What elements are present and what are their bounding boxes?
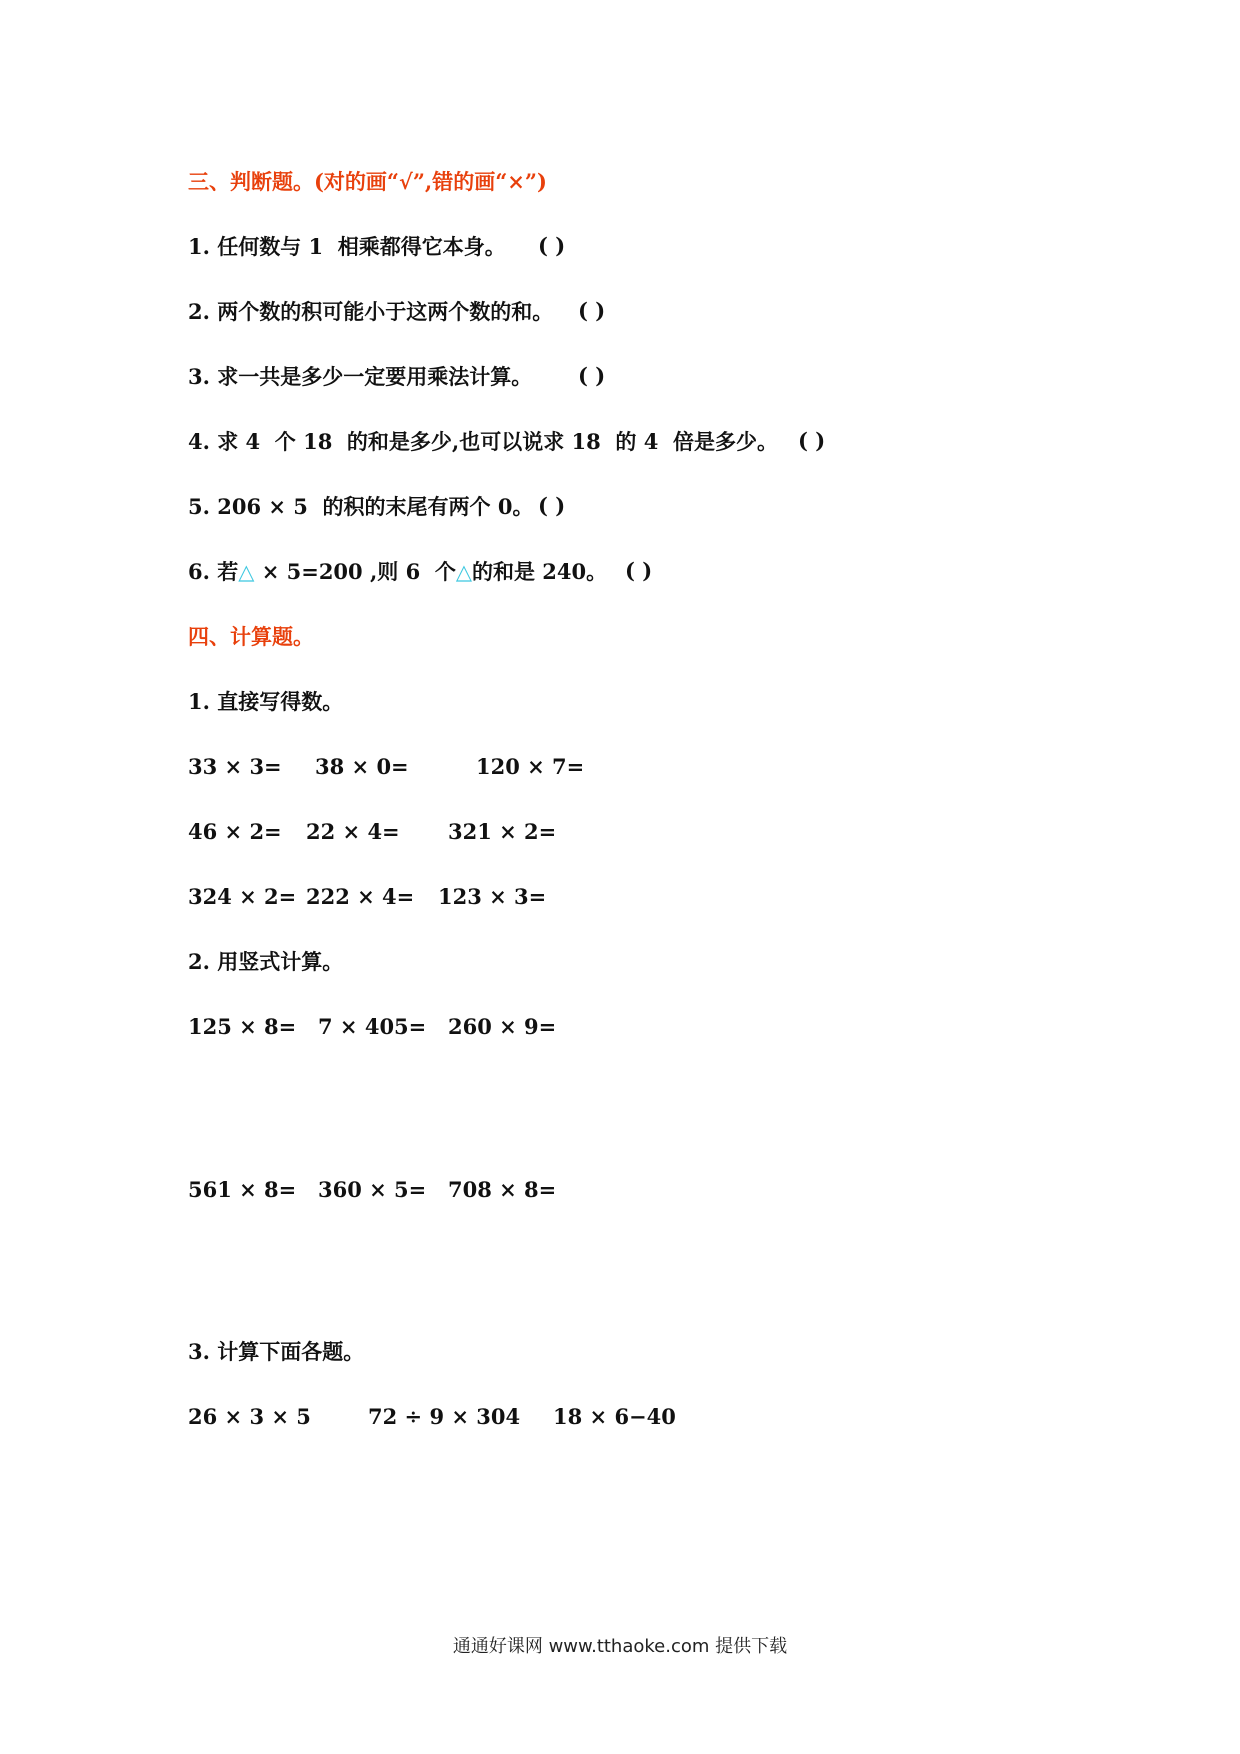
judgment-item-3: 3. 求一共是多少一定要用乘法计算。 bbox=[188, 364, 533, 389]
item-6-middle: × 5=200 ,则 6 个 bbox=[254, 559, 456, 584]
mixed-calc-item: 26 × 3 × 5 bbox=[188, 1404, 311, 1429]
vertical-calc-item: 360 × 5= bbox=[318, 1177, 427, 1202]
oral-calc-item: 33 × 3= bbox=[188, 754, 282, 779]
mixed-calc-item: 18 × 6−40 bbox=[553, 1404, 676, 1429]
q1-title: 1. 直接写得数。 bbox=[188, 689, 344, 714]
triangle-symbol: △ bbox=[455, 560, 472, 584]
oral-calc-item: 123 × 3= bbox=[438, 884, 547, 909]
q2-title: 2. 用竖式计算。 bbox=[188, 949, 344, 974]
judgment-item-4: 4. 求 4 个 18 的和是多少,也可以说求 18 的 4 倍是多少。 bbox=[188, 429, 778, 454]
oral-calc-item: 321 × 2= bbox=[448, 819, 557, 844]
oral-calc-item: 324 × 2= bbox=[188, 884, 297, 909]
vertical-calc-item: 260 × 9= bbox=[448, 1014, 557, 1039]
oral-calc-item: 222 × 4= bbox=[306, 884, 415, 909]
item-6-prefix: 6. 若 bbox=[188, 559, 239, 584]
judgment-item-2: 2. 两个数的积可能小于这两个数的和。 bbox=[188, 299, 554, 324]
oral-calc-item: 46 × 2= bbox=[188, 819, 282, 844]
answer-paren-3: ( ) bbox=[578, 363, 606, 388]
judgment-item-5: 5. 206 × 5 的积的末尾有两个 0。 bbox=[188, 494, 534, 519]
answer-paren-1: ( ) bbox=[538, 233, 566, 258]
vertical-calc-item: 561 × 8= bbox=[188, 1177, 297, 1202]
oral-calc-item: 22 × 4= bbox=[306, 819, 400, 844]
vertical-calc-item: 7 × 405= bbox=[318, 1014, 427, 1039]
answer-paren-6: ( ) bbox=[625, 558, 653, 583]
vertical-calc-item: 708 × 8= bbox=[448, 1177, 557, 1202]
section-4-heading: 四、计算题。 bbox=[188, 624, 314, 649]
q3-title: 3. 计算下面各题。 bbox=[188, 1339, 365, 1364]
footer-source: 通通好课网 www.tthaoke.com 提供下载 bbox=[452, 1636, 788, 1657]
section-3-heading: 三、判断题。(对的画“√”,错的画“×”) bbox=[188, 169, 547, 194]
oral-calc-item: 120 × 7= bbox=[476, 754, 585, 779]
vertical-calc-item: 125 × 8= bbox=[188, 1014, 297, 1039]
answer-paren-4: ( ) bbox=[798, 428, 826, 453]
triangle-symbol: △ bbox=[238, 560, 255, 584]
item-6-suffix: 的和是 240。 bbox=[471, 559, 608, 584]
judgment-item-1: 1. 任何数与 1 相乘都得它本身。 bbox=[188, 234, 506, 259]
answer-paren-2: ( ) bbox=[578, 298, 606, 323]
mixed-calc-item: 72 ÷ 9 × 304 bbox=[368, 1404, 521, 1429]
oral-calc-item: 38 × 0= bbox=[315, 754, 409, 779]
answer-paren-5: ( ) bbox=[538, 493, 566, 518]
judgment-item-6 bbox=[188, 558, 607, 586]
